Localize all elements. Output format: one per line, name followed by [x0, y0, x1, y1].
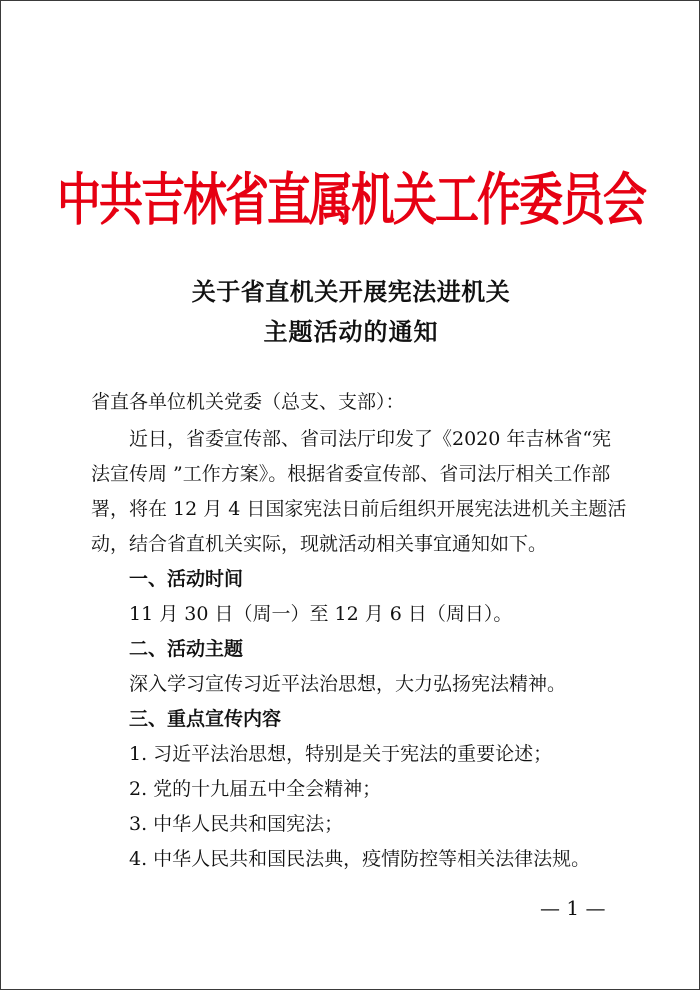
section-heading: 二、活动主题: [129, 638, 244, 660]
intro-line: 署，将在 12 月 4 日国家宪法日前后组织开展宪法进机关主题活: [91, 498, 627, 520]
section-heading: 一、活动时间: [129, 568, 244, 590]
document-title-line-2: 主题活动的通知: [263, 318, 439, 346]
section-line: 3. 中华人民共和国宪法；: [129, 813, 344, 835]
intro-line: 动，结合省直机关实际，现就活动相关事宜通知如下。: [91, 533, 548, 555]
section-heading: 三、重点宣传内容: [129, 708, 282, 730]
salutation: 省直各单位机关党委（总支、支部）：: [91, 391, 405, 413]
section-line: 1. 习近平法治思想，特别是关于宪法的重要论述；: [129, 743, 553, 765]
issuing-organization-header: 中共吉林省直属机关工作委员会: [57, 167, 645, 233]
section-line: 2. 党的十九届五中全会精神；: [129, 778, 382, 800]
document-title-line-1: 关于省直机关开展宪法进机关: [191, 278, 511, 306]
section-line: 4. 中华人民共和国民法典，疫情防控等相关法律法规。: [129, 848, 591, 870]
intro-line: 法宣传周 ”工作方案》。根据省委宣传部、省司法厅相关工作部: [91, 463, 611, 485]
section-line: 深入学习宣传习近平法治思想，大力弘扬宪法精神。: [129, 673, 567, 695]
section-line: 11 月 30 日（周一）至 12 月 6 日（周日）。: [129, 603, 513, 625]
page-number: — 1 —: [540, 896, 606, 920]
intro-line: 近日，省委宣传部、省司法厅印发了《2020 年吉林省“宪: [129, 428, 612, 450]
